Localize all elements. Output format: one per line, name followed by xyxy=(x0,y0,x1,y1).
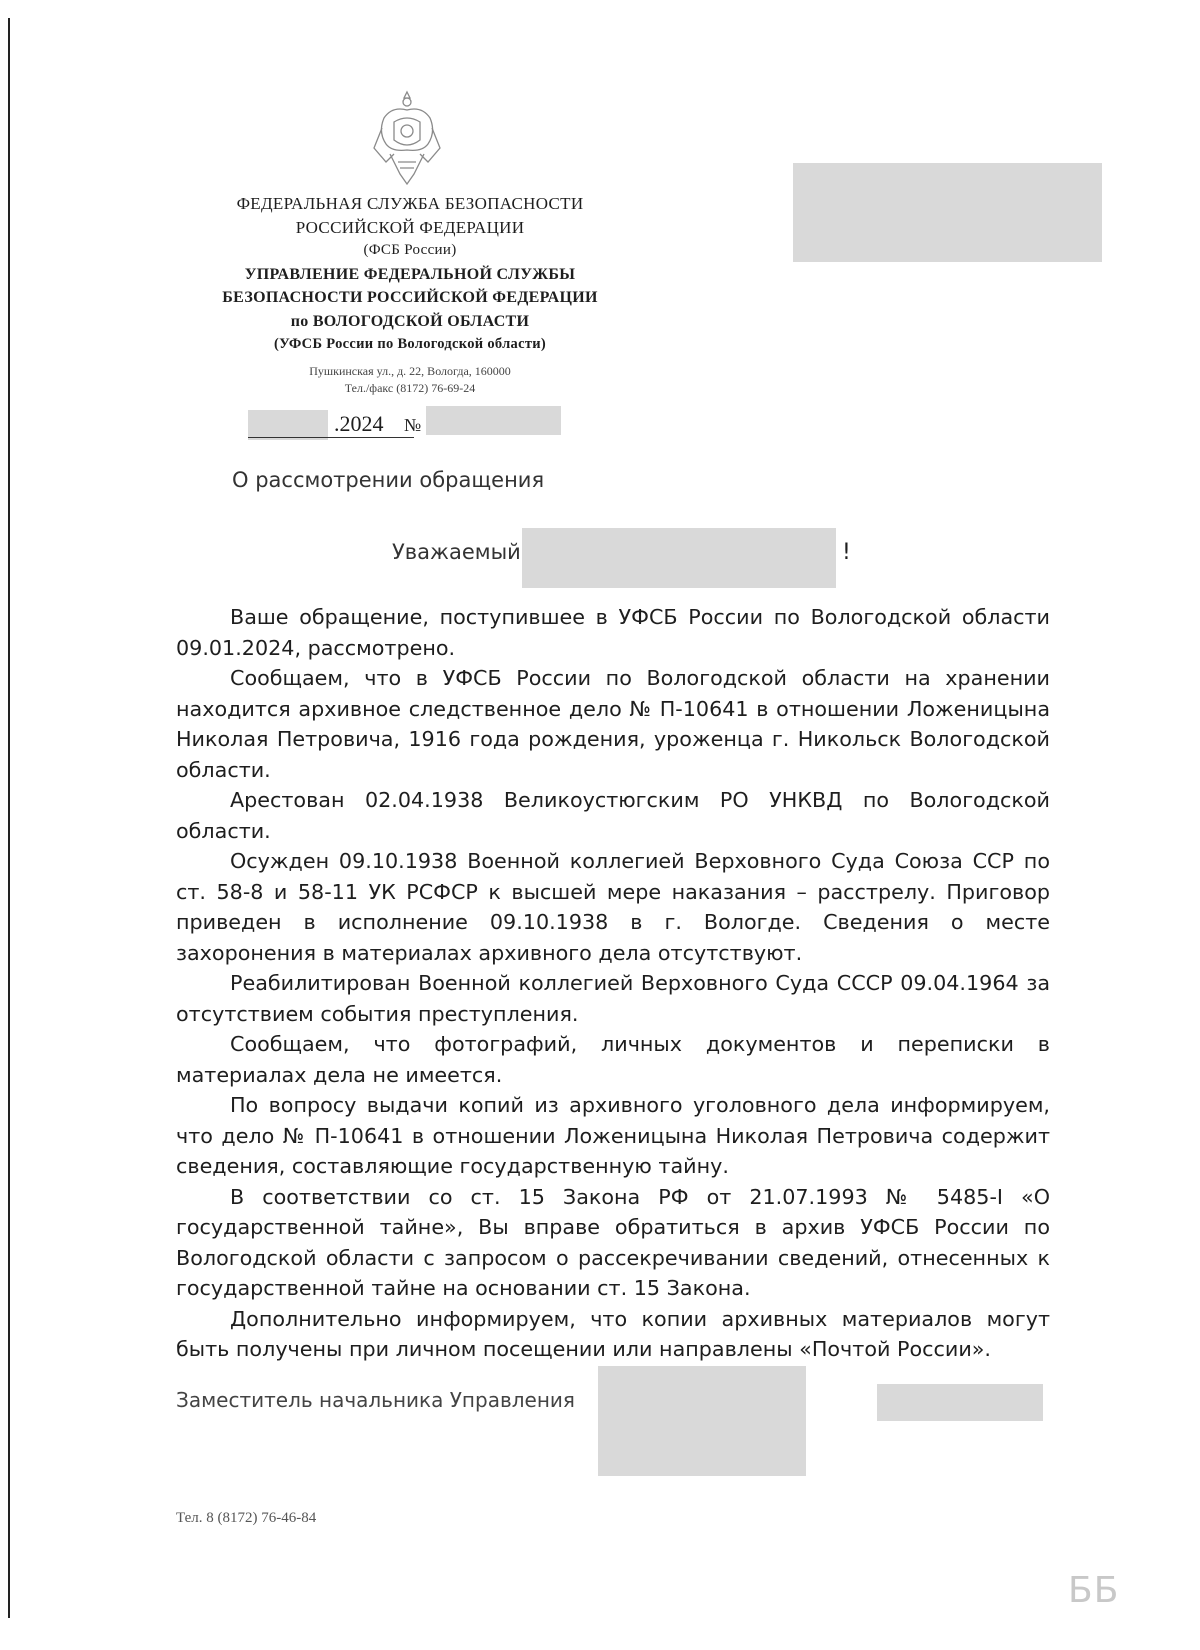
letterhead-line-7: (УФСБ России по Вологодской области) xyxy=(273,336,547,352)
letterhead-line-2: РОССИЙСКОЙ ФЕДЕРАЦИИ xyxy=(295,217,525,237)
body-paragraph-6: Сообщаем, что фотографий, личных документов и переписки в материалах дела не имеется. xyxy=(176,1032,1050,1087)
body-paragraph-4: Осужден 09.10.1938 Военной коллегией Верховного Суда Союза ССР по ст. 58-8 и 58-11 УК РСФСР к высшей мере наказания – расстрелу. Приговор приведен в исполнение 09.10.1938 в г. Вологде. Сведения о месте захоронения в материалах архивного дела отсутствуют. xyxy=(176,849,1050,965)
footer-phone: Тел. 8 (8172) 76-46-84 xyxy=(176,1510,317,1526)
body-paragraph-2: Сообщаем, что в УФСБ России по Вологодской области на хранении находится архивное следственное дело № П-10641 в отношении Ложеницына Николая Петровича, 1916 года рождения, уроженца г. Никольск Вологодской области. xyxy=(176,666,1050,782)
number-label: № xyxy=(404,415,422,435)
recipient-redaction xyxy=(793,163,1102,262)
date-underline xyxy=(248,437,414,438)
letterhead-line-3: (ФСБ России) xyxy=(363,242,457,258)
letterhead-line-5: БЕЗОПАСНОСТИ РОССИЙСКОЙ ФЕДЕРАЦИИ xyxy=(222,289,598,306)
body-paragraph-7: По вопросу выдачи копий из архивного уголовного дела информируем, что дело № П-10641 в отношении Ложеницына Николая Петровича содержит сведения, составляющие государственную тайну. xyxy=(176,1093,1050,1178)
page-edge-line xyxy=(8,18,10,1618)
letterhead-line-6: по ВОЛОГОДСКОЙ ОБЛАСТИ xyxy=(290,312,530,330)
body-paragraph-1: Ваше обращение, поступившее в УФСБ России по Вологодской области 09.01.2024, рассмотрено. xyxy=(176,605,1050,660)
signature-redaction xyxy=(598,1366,806,1476)
signature-title: Заместитель начальника Управления xyxy=(176,1388,575,1412)
signatory-name-redaction xyxy=(877,1384,1043,1421)
reference-number-redaction xyxy=(426,406,561,435)
letterhead-phone-fax: Тел./факс (8172) 76-69-24 xyxy=(344,380,476,395)
fsb-emblem-icon xyxy=(372,88,442,188)
salutation-exclamation: ! xyxy=(842,540,851,565)
letterhead-line-1: ФЕДЕРАЛЬНАЯ СЛУЖБА БЕЗОПАСНОСТИ xyxy=(236,194,584,213)
body-paragraph-8: В соответствии со ст. 15 Закона РФ от 21.07.1993 № 5485-I «О государственной тайне», Вы вправе обратиться в архив УФСБ России по Вологодской области с запросом о рассекречивании сведений, отнесенных к государственной тайне на основании ст. 15 Закона. xyxy=(176,1184,1050,1300)
date-year: .2024 xyxy=(334,411,384,436)
body-paragraph-3: Арестован 02.04.1938 Великоустюгским РО УНКВД по Вологодской области. xyxy=(176,788,1050,843)
watermark: ББ xyxy=(1068,1570,1120,1611)
letterhead-address: Пушкинская ул., д. 22, Вологда, 160000 xyxy=(309,363,511,378)
letterhead-line-4: УПРАВЛЕНИЕ ФЕДЕРАЛЬНОЙ СЛУЖБЫ xyxy=(244,265,576,283)
body-paragraph-5: Реабилитирован Военной коллегией Верховного Суда СССР 09.04.1964 за отсутствием события преступления. xyxy=(176,971,1050,1026)
body-paragraph-9: Дополнительно информируем, что копии архивных материалов могут быть получены при личном посещении или направлены «Почтой России». xyxy=(176,1306,1050,1361)
letter-subject: О рассмотрении обращения xyxy=(232,468,545,492)
salutation: Уважаемый xyxy=(392,540,521,564)
date-redaction xyxy=(248,410,328,440)
addressee-name-redaction xyxy=(522,528,836,588)
letterhead xyxy=(210,192,610,397)
letter-body xyxy=(176,602,1050,1365)
